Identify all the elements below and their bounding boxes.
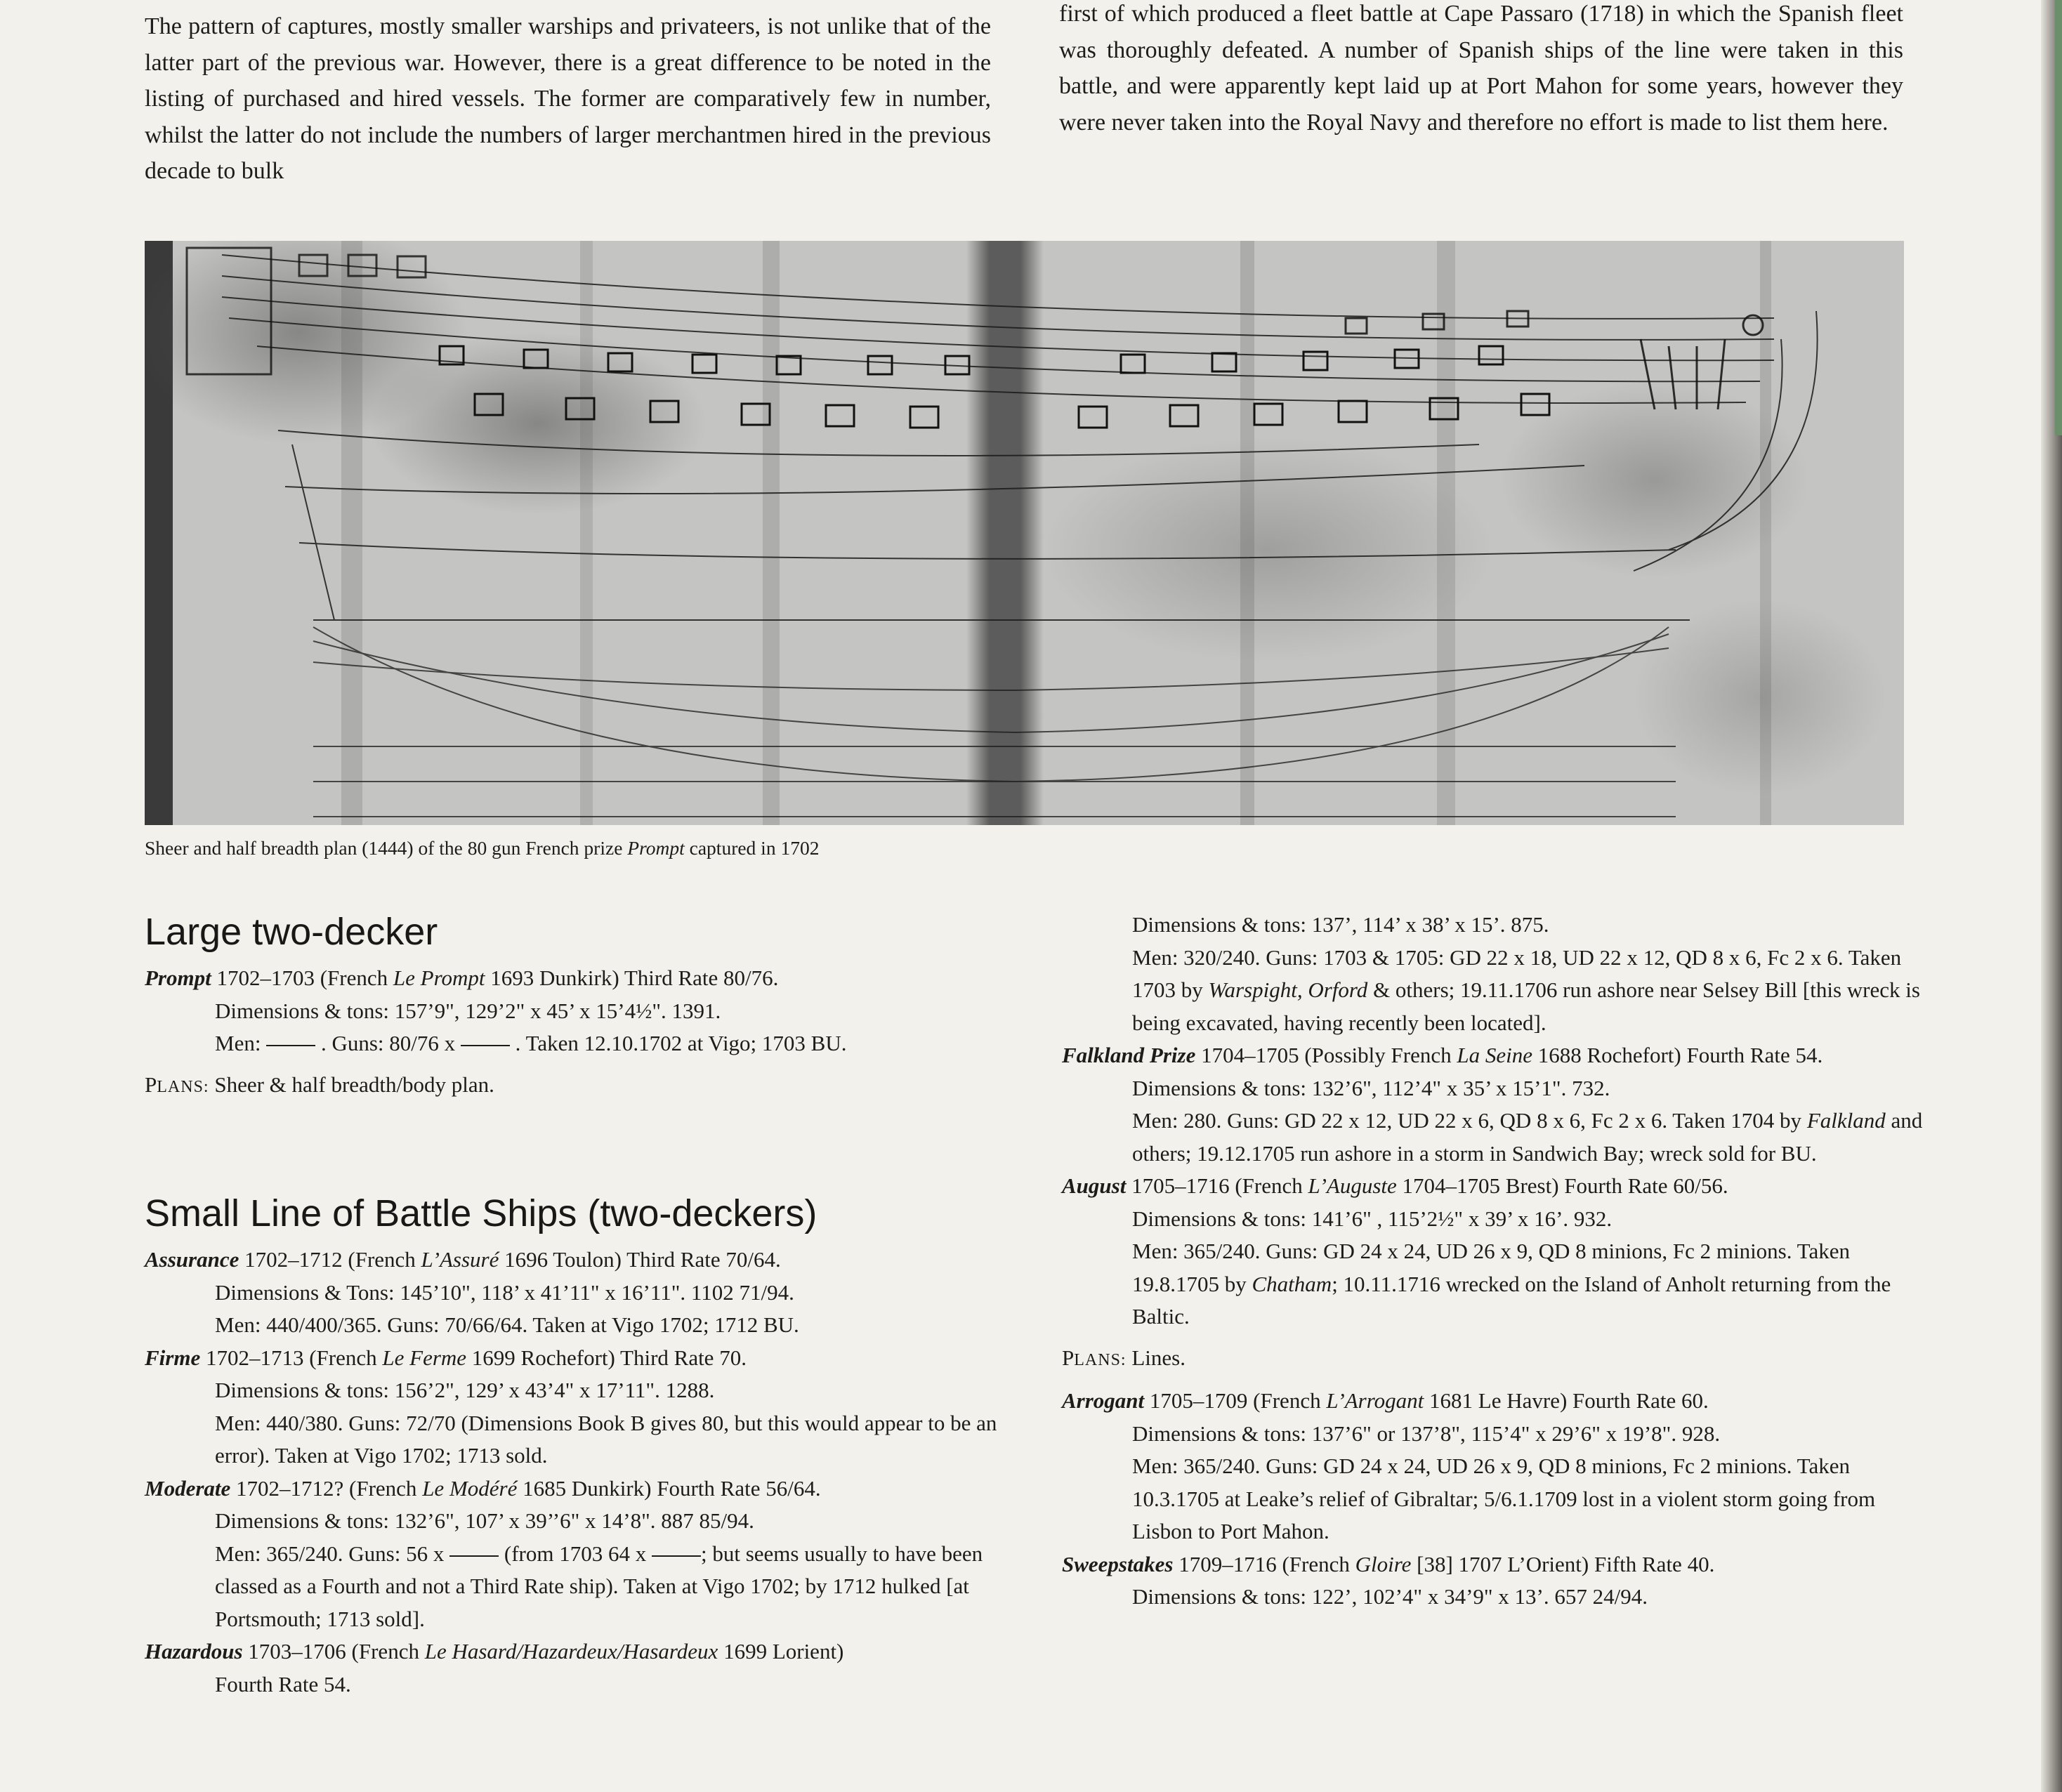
men-guns: Men: 440/380. Guns: 72/70 (Dimensions Book B gives 80, but this would appear to be an error). Taken at Vigo 1702; 1713 sold. (215, 1410, 997, 1468)
blank-line (461, 1044, 510, 1046)
ship-name: Moderate (145, 1475, 231, 1501)
entry-hazardous: Hazardous 1703–1706 (French Le Hasard/Hazardeux/Hasardeux 1699 Lorient) Fourth Rate 54. (145, 1635, 1023, 1701)
plans-line: PLANS: Sheer & half breadth/body plan. (145, 1072, 494, 1097)
french-name: L’Assuré (421, 1247, 499, 1272)
intro-right-column (1059, 0, 1903, 140)
french-name: Le Modéré (422, 1475, 518, 1501)
dimensions: Dimensions & tons: 132’6", 107’ x 39’’6" x 14’8". 887 85/94. (215, 1508, 754, 1533)
plans-line: PLANS: Lines. (1062, 1345, 1186, 1370)
rate: Fourth Rate 54. (215, 1671, 351, 1697)
french-name: Le Ferme (382, 1345, 467, 1370)
entry-assurance: Assurance 1702–1712 (French L’Assuré 1696 Toulon) Third Rate 70/64. Dimensions & Tons: 145’10", 118’ x 41’11" x 16’11". 1102 71/94. Men: 440/400/365. Guns: 70/66/64. Taken at Vigo 1702; 1712 BU. (145, 1244, 1023, 1342)
captor-ships: Chatham (1252, 1271, 1332, 1296)
dimensions: Dimensions & tons: 132’6", 112’4" x 35’ x 15’1". 732. (1132, 1075, 1610, 1100)
entry-header: 1702–1703 (French (216, 966, 388, 990)
entry-header-tail: 1693 Dunkirk) Third Rate 80/76. (490, 966, 779, 990)
ship-name: August (1062, 1173, 1127, 1198)
men-guns: Men: 280. Guns: GD 22 x 12, UD 22 x 6, QD 8 x 6, Fc 2 x 6. Taken 1704 by Falkland and others; 19.12.1705 run ashore in a storm in Sandwich Bay; wreck sold for BU. (1132, 1108, 1923, 1166)
men-guns: Men: 320/240. Guns: 1703 & 1705: GD 22 x 18, UD 22 x 12, QD 8 x 6, Fc 2 x 6. Taken 1703 by Warspight, Orford & others; 19.11.1706 run ashore near Selsey Bill [this wreck is being excavated, having recently been located]. (1132, 944, 1920, 1035)
intro-right-paragraph: first of which produced a fleet battle at Cape Passaro (1718) in which the Spanish fleet was thoroughly defeated. A number of Spanish ships of the line were taken in this battle, and were apparently kept laid up at Port Mahon for some years, however they were never taken into the Royal Navy and therefore no effort is made to list them here. (1059, 1, 1903, 136)
captor-ships: Warspight, Orford (1208, 977, 1368, 1002)
men-guns: Men: 365/240. Guns: 56 x (from 1703 64 x ; but seems usually to have been classed as a Fourth and not a Third Rate ship). Taken at Vigo 1702; by 1712 hulked [at Portsmouth; 1713 sold]. (215, 1541, 983, 1631)
caption-tail: captured in 1702 (689, 837, 820, 859)
french-name: L’Arrogant (1326, 1388, 1424, 1413)
entry-falkland-prize: Falkland Prize 1704–1705 (Possibly French La Seine 1688 Rochefort) Fourth Rate 54. Dimensions & tons: 132’6", 112’4" x 35’ x 15’1". 732. Men: 280. Guns: GD 22 x 12, UD 22 x 6, QD 8 x 6, Fc 2 x 6. Taken 1704 by Falkland and others; 19.12.1705 run ashore in a storm in Sandwich Bay; wreck sold for BU. (1062, 1039, 1926, 1170)
dimensions: Dimensions & Tons: 145’10", 118’ x 41’11" x 16’11". 1102 71/94. (215, 1279, 794, 1305)
dimensions: Dimensions & tons: 122’, 102’4" x 34’9" x 13’. 657 24/94. (1132, 1584, 1648, 1609)
entry-arrogant: Arrogant 1705–1709 (French L’Arrogant 1681 Le Havre) Fourth Rate 60. Dimensions & tons: 137’6" or 137’8", 115’4" x 29’6" x 19’8". 928. Men: 365/240. Guns: GD 24 x 24, UD 26 x 9, QD 8 minions, Fc 2 minions. Taken 10.3.1705 at Leake’s relief of Gibraltar; 5/6.1.1709 lost in a violent storm going from Lisbon to Port Mahon. (1062, 1385, 1926, 1548)
ship-plan-drawing (145, 241, 1904, 825)
entry-moderate: Moderate 1702–1712? (French Le Modéré 1685 Dunkirk) Fourth Rate 56/64. Dimensions & tons: 132’6", 107’ x 39’’6" x 14’8". 887 85/94. Men: 365/240. Guns: 56 x (from 1703 64 x ; but seems usually to have been classed as a Fourth and not a Third Rate ship). Taken at Vigo 1702; by 1712 hulked [at Portsmouth; 1713 sold]. (145, 1473, 1023, 1636)
entry-august: August 1705–1716 (French L’Auguste 1704–1705 Brest) Fourth Rate 60/56. Dimensions & tons: 141’6" , 115’2½" x 39’ x 16’. 932. Men: 365/240. Guns: GD 24 x 24, UD 26 x 9, QD 8 minions, Fc 2 minions. Taken 19.8.1705 by Chatham; 10.11.1716 wrecked on the Island of Anholt returning from the Baltic. PLANS: Lines. (1062, 1170, 1926, 1376)
men-guns: Men: 365/240. Guns: GD 24 x 24, UD 26 x 9, QD 8 minions, Fc 2 minions. Taken 19.8.1705 by Chatham; 10.11.1716 wrecked on the Island of Anholt returning from the Baltic. (1132, 1239, 1891, 1329)
ship-name: Prompt (145, 966, 211, 990)
dimensions: Dimensions & tons: 157’9", 129’2" x 45’ x 15’4½". 1391. (215, 998, 721, 1023)
intro-left-paragraph: The pattern of captures, mostly smaller warships and privateers, is not unlike that of the latter part of the previous war. However, there is a great difference to be noted in the listing of purchased and hired vessels. The former are comparatively few in number, whilst the latter do not include the numbers of larger merchantmen hired in the previous decade to bulk (145, 13, 991, 184)
french-name: Le Prompt (393, 966, 485, 990)
plans-text: Sheer & half breadth/body plan. (214, 1072, 494, 1097)
men-guns: Men: 365/240. Guns: GD 24 x 24, UD 26 x 9, QD 8 minions, Fc 2 minions. Taken 10.3.1705 at Leake’s relief of Gibraltar; 5/6.1.1709 lost in a violent storm going from Lisbon to Port Mahon. (1132, 1454, 1876, 1543)
entry-prompt (145, 962, 1023, 1103)
ship-name: Firme (145, 1345, 201, 1370)
section-heading-large-two-decker: Large two-decker (145, 911, 438, 953)
dimensions: Dimensions & tons: 156’2", 129’ x 43’4" x 17’11". 1288. (215, 1378, 715, 1402)
ship-name: Hazardous (145, 1639, 243, 1663)
caption-ship-name: Prompt (627, 837, 685, 859)
blank-line (652, 1555, 701, 1557)
right-column (1062, 909, 1926, 1614)
left-column (145, 910, 1023, 1701)
dimensions: Dimensions & tons: 137’6" or 137’8", 115’4" x 29’6" x 19’8". 928. (1132, 1421, 1721, 1446)
entry-sweepstakes: Sweepstakes 1709–1716 (French Gloire [38] 1707 L’Orient) Fifth Rate 40. Dimensions & tons: 122’, 102’4" x 34’9" x 13’. 657 24/94. (1062, 1548, 1926, 1614)
page-edge-tab (2055, 0, 2062, 435)
ship-name: Assurance (145, 1247, 239, 1272)
ship-name: Falkland Prize (1062, 1043, 1196, 1067)
section-heading-small-line: Small Line of Battle Ships (two-deckers) (145, 1192, 817, 1234)
men-guns: Men: . Guns: 80/76 x . Taken 12.10.1702 at Vigo; 1703 BU. (215, 1031, 847, 1055)
french-name: La Seine (1457, 1043, 1532, 1067)
ship-name: Sweepstakes (1062, 1551, 1174, 1576)
ship-plan-figure (145, 241, 1904, 825)
blank-line (449, 1555, 499, 1557)
entry-hazardous-cont (1062, 909, 1926, 1039)
plans-text: Lines. (1131, 1345, 1186, 1370)
dimensions: Dimensions & tons: 141’6" , 115’2½" x 39’ x 16’. 932. (1132, 1206, 1613, 1231)
dimensions: Dimensions & tons: 137’, 114’ x 38’ x 15’. 875. (1132, 912, 1549, 937)
french-name: Gloire (1355, 1551, 1412, 1576)
entry-firme: Firme 1702–1713 (French Le Ferme 1699 Rochefort) Third Rate 70. Dimensions & tons: 156’2", 129’ x 43’4" x 17’11". 1288. Men: 440/380. Guns: 72/70 (Dimensions Book B gives 80, but this would appear to be an error). Taken at Vigo 1702; 1713 sold. (145, 1342, 1023, 1473)
intro-left-column (145, 8, 991, 190)
caption-text: Sheer and half breadth plan (1444) of the 80 gun French prize (145, 837, 623, 859)
men-guns: Men: 440/400/365. Guns: 70/66/64. Taken at Vigo 1702; 1712 BU. (215, 1312, 799, 1337)
french-name: Le Hasard/Hazardeux/Hasardeux (424, 1639, 718, 1663)
ship-name: Arrogant (1062, 1388, 1145, 1413)
blank-line (266, 1044, 315, 1046)
french-name: L’Auguste (1308, 1173, 1397, 1198)
captor-ships: Falkland (1806, 1108, 1886, 1133)
figure-caption (145, 836, 1128, 861)
